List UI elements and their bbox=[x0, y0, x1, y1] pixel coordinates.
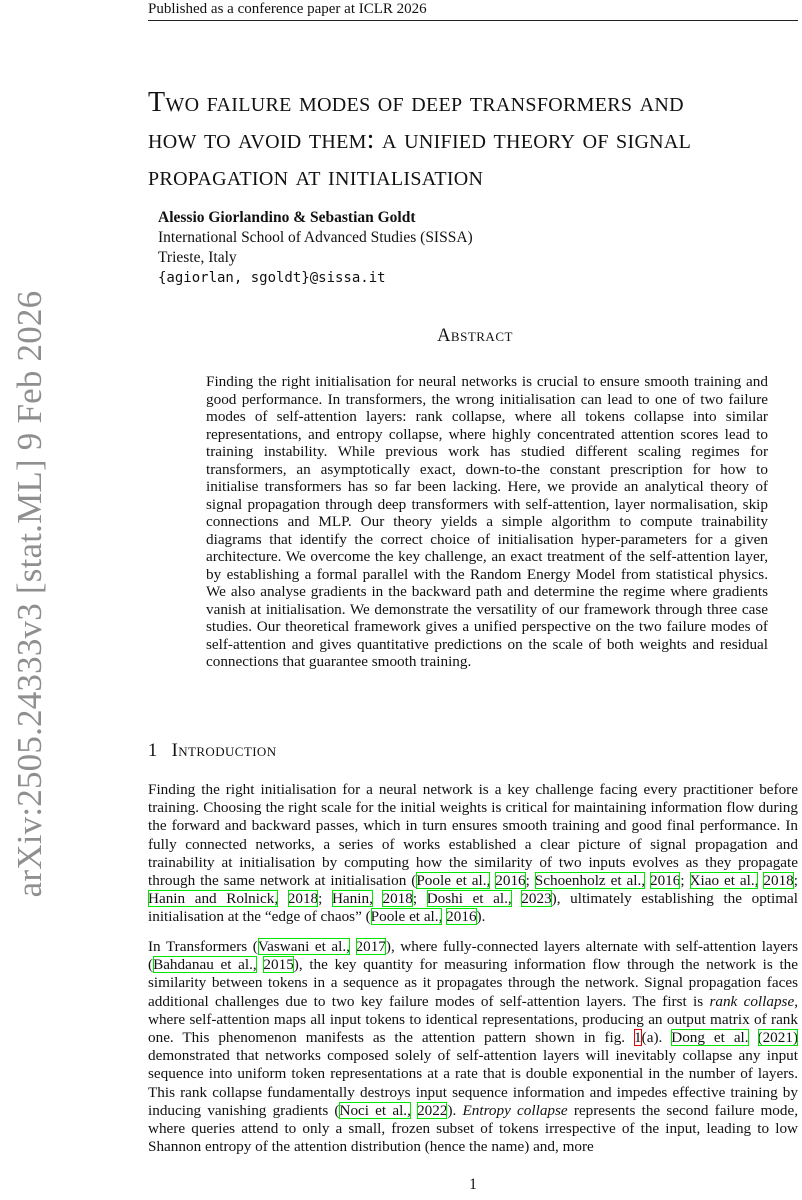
citation-link[interactable]: 2023 bbox=[521, 890, 552, 908]
citation-link[interactable]: 2016 bbox=[495, 872, 526, 890]
intro-paragraph-1: Finding the right initialisation for a neural network is a key challenge facing every practitioner before training. Choosing the right scale for the initial weights is critical for maintaining information flow during the forward and backward passes, which in turn ensures smooth training and good final performance. In fully connected networks, a series of works established a clear picture of signal propagation and trainability at initialisation by computing how the similarity of two inputs evolves as they propagate through the same network at initialisation (Poole et al., 2016; Schoenholz et al., 2016; Xiao et al., 2018; Hanin and Rolnick, 2018; Hanin, 2018; Doshi et al., 2023), ultimately establishing the optimal initialisation at the “edge of chaos” (Poole et al., 2016). bbox=[148, 781, 799, 926]
paragraph-text: , where self-attention maps all input tokens to identical representations, producing an output matrix of rank one. This phenomenon manifests as the attention pattern shown in fig. bbox=[148, 992, 798, 1047]
citation-link[interactable]: 2018 bbox=[382, 890, 413, 908]
paragraph-text: In Transformers ( bbox=[148, 938, 258, 955]
paragraph-text: ), ultimately establishing the optimal initialisation at the “edge of chaos” ( bbox=[148, 890, 799, 926]
citation-link[interactable]: Doshi et al., bbox=[426, 890, 512, 908]
paragraph-text: Finding the right initialisation for a neural network is a key challenge facing every practitioner before training. Choosing the right scale for the initial weights is critical for maintaining information flow during the forward and backward passes, which in turn ensures smooth training and good final performance. In fully connected networks, a series of works established a clear picture of signal propagation and trainability at initialisation by computing how the similarity of two inputs evolves as they propagate through the same network at initialisation ( bbox=[148, 781, 798, 890]
paragraph-text: ). bbox=[447, 1101, 463, 1119]
author-email: {agiorlan, sgoldt}@sissa.it bbox=[158, 270, 386, 286]
page-number: 1 bbox=[469, 1176, 477, 1193]
emphasis-entropy-collapse: Entropy collapse bbox=[462, 1101, 568, 1119]
author-location: Trieste, Italy bbox=[158, 249, 237, 266]
citation-link[interactable]: Hanin and Rolnick, bbox=[148, 890, 279, 908]
citation-link[interactable]: 2017 bbox=[355, 938, 386, 955]
paragraph-text: demonstrated that networks composed solely of self-attention layers will inevitably collapse any input sequence into uniform token representations at a rate that is double exponential in the number of layers. This rank collapse fundamentally destroys input sequence information and impedes effective training by inducing vanishing gradients ( bbox=[148, 1047, 798, 1119]
citation-link[interactable]: Hanin, bbox=[331, 890, 373, 908]
title-line-2: how to avoid them: a unified theory of signal bbox=[148, 124, 692, 155]
figure-reference-link[interactable]: 1 bbox=[634, 1029, 642, 1047]
paragraph-text: ), the key quantity for measuring information flow through the network is the similarity between tokens in a sequence as it propagates through the network. Signal propagation faces additional challenges due to two key failure modes of self-attention layers. The first is bbox=[148, 956, 798, 1010]
section-heading-introduction bbox=[148, 741, 277, 762]
title-line-1: Two failure modes of deep transformers and bbox=[148, 87, 684, 118]
citation-link[interactable]: Xiao et al., bbox=[689, 872, 759, 890]
citation-link[interactable]: 2018 bbox=[763, 872, 794, 890]
citation-link[interactable]: 2016 bbox=[649, 872, 681, 890]
citation-link[interactable]: 2022 bbox=[417, 1101, 448, 1119]
paragraph-text: (a). bbox=[641, 1029, 672, 1047]
citation-link[interactable]: 2015 bbox=[263, 956, 294, 974]
citation-link[interactable]: 2016 bbox=[446, 908, 477, 926]
author-affiliation: International School of Advanced Studies (SISSA) bbox=[158, 229, 473, 246]
citation-link[interactable]: (2021) bbox=[757, 1029, 799, 1047]
citation-link[interactable]: Bahdanau et al., bbox=[153, 956, 257, 974]
paragraph-text: ). bbox=[476, 908, 486, 926]
abstract-heading: Abstract bbox=[437, 326, 513, 346]
conference-header: Published as a conference paper at ICLR 2026 bbox=[148, 0, 798, 21]
citation-link[interactable]: 2018 bbox=[287, 890, 319, 908]
author-block bbox=[158, 208, 473, 288]
emphasis-rank-collapse: rank collapse bbox=[709, 992, 795, 1010]
abstract-text: Finding the right initialisation for neural networks is crucial to ensure smooth training and good performance. In transformers, the wrong initialisation can lead to one of two failure modes of self-attention layers: rank collapse, where all tokens collapse into similar representations, and entropy collapse, where highly concentrated attention scores lead to training instability. While previous work has studied different scaling regimes for transformers, an asymptotically exact, down-to-the constant prescription for how to initialise transformers has so far been lacking. Here, we provide an analytical theory of signal propagation through deep transformers with self-attention, layer normalisation, skip connections and MLP. Our theory yields a simple algorithm to compute trainability diagrams that identify the correct choice of initialisation hyper-parameters for a given architecture. We overcome the key challenge, an exact treatment of the self-attention layer, by establishing a formal parallel with the Random Energy Model from statistical physics. We also analyse gradients in the backward path and determine the regime where gradients vanish at initialisation. We demonstrate the versatility of our framework through three case studies. Our theoretical framework gives a unified perspective on the two failure modes of self-attention and gives quantitative predictions on the scale of both weights and residual connections that guarantee smooth training. bbox=[206, 373, 768, 670]
paragraph-text: represents the second failure mode, where queries attend to only a small, frozen subset of tokens irrespective of the input, leading to low Shannon entropy of the attention distribution (hence the name) and, more bbox=[148, 1101, 799, 1156]
section-number: 1 bbox=[148, 741, 158, 761]
title-line-3: propagation at initialisation bbox=[148, 161, 484, 192]
citation-link[interactable]: Poole et al., bbox=[416, 872, 491, 890]
paper-title bbox=[148, 84, 802, 195]
citation-link[interactable]: Poole et al., bbox=[370, 908, 443, 926]
citation-link[interactable]: Vaswani et al., bbox=[257, 938, 350, 955]
citation-link[interactable]: Schoenholz et al., bbox=[534, 872, 646, 890]
arxiv-identifier-sidebar: arXiv:2505.24333v3 [stat.ML] 9 Feb 2026 bbox=[10, 290, 49, 898]
section-title: Introduction bbox=[171, 741, 277, 761]
paragraph-text: ), where fully-connected layers alternate with self-attention layers ( bbox=[148, 938, 799, 974]
intro-paragraph-2 bbox=[148, 938, 798, 1156]
citation-link[interactable]: Dong et al. bbox=[671, 1029, 749, 1047]
author-names: Alessio Giorlandino & Sebastian Goldt bbox=[158, 209, 416, 226]
citation-link[interactable]: Noci et al., bbox=[339, 1101, 411, 1119]
